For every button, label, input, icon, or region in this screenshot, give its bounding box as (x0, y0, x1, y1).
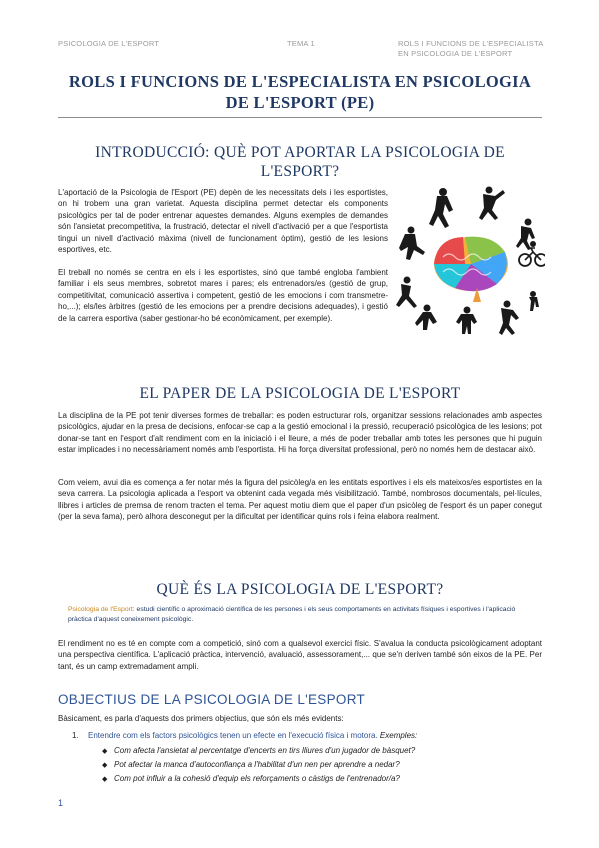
bullet-icon: ◆ (102, 762, 108, 769)
examples-label: Exemples: (377, 731, 418, 740)
bullet-icon: ◆ (102, 776, 108, 783)
document-title: ROLS I FUNCIONS DE L'ESPECIALISTA EN PSICOLOGIA DE L'ESPORT (PE) (68, 72, 532, 112)
definition-block (68, 605, 538, 625)
example-text: Pot afectar la manca d'autoconfiança a l'habilitat d'un nen per aprendre a nedar? (114, 760, 400, 769)
objectius-intro: Bàsicament, es parla d'aquests dos primers objectius, que són els més evidents: (58, 714, 344, 723)
title-divider (58, 117, 542, 118)
definition-text: : estudi científic o aproximació científica de les persones i els seus comportaments en activitats físiques i esportives i l'aplicació pràctica d'aquest coneixement psicològic. (68, 606, 516, 623)
objective-item-1 (72, 731, 417, 740)
intro-paragraph-1: L'aportació de la Psicologia de l'Esport (PE) depèn de les necessitats dels i les esportistes, on hi trobem una gran varietat. Aquesta disciplina permet detectar els components psicològics per tal de poder entrenar aquestes demandes. Alguns exemples de demandes són l'ansietat precompetitiva, la frustració, detectar el nivell d'activació per a que l'esportista tingui un nivell d'activació màxima (nivell de funcionament òptim), gestió de les lesions esportives, etc. (58, 188, 388, 255)
objectius-heading: OBJECTIUS DE LA PSICOLOGIA DE L'ESPORT (58, 692, 366, 707)
definition-term: Psicologia de l'Esport (68, 606, 133, 613)
page-number: 1 (58, 798, 64, 808)
paper-paragraph-1: La disciplina de la PE pot tenir diverses formes de treballar: es poden estructurar rols, organitzar sessions relacionades amb aspectes psicològics, ajudar en la presa de decisions, enfocar-se cap a la gestió emocional i la pressió, recuperació psicològica de les lesions; pot donar-se tant en l'esport d'alt rendiment com en la iniciació i el lleure, a més de poder treballar amb totes les persones que hi puguin estar implicades i no necessàriament només amb l'esportista. Hi ha força diversitat professional, però no només hem de destacar això. (58, 411, 542, 455)
example-text: Com pot influir a la cohesió d'equip els reforçaments o càstigs de l'entrenador/a? (114, 774, 400, 783)
sports-brain-illustration (393, 182, 545, 338)
psicologia-paragraph-1: El rendiment no es té en compte com a competició, sinó com a qualsevol exercici físic. S'avalua la conducta psicològicament adoptant una perspectiva científica. L'aplicació pràctica, intervenció, avaluació, assessorament,... que se'n deriven també són eixos de la PE. Per tant, és un camp extremadament ampli. (58, 639, 542, 671)
psicologia-heading: QUÈ ÉS LA PSICOLOGIA DE L'ESPORT? (156, 581, 444, 598)
header-topic: TEMA 1 (287, 39, 315, 48)
paper-heading: EL PAPER DE LA PSICOLOGIA DE L'ESPORT (139, 385, 461, 402)
brain-illustration (434, 237, 508, 302)
header-chapter: ROLS I FUNCIONS DE L'ESPECIALISTA EN PSICOLOGIA DE L'ESPORT (398, 39, 544, 58)
example-bullet-3 (102, 774, 400, 783)
header-subject: PSICOLOGIA DE L'ESPORT (58, 39, 160, 48)
bullet-icon: ◆ (102, 748, 108, 755)
objective-text: Entendre com els factors psicològics tenen un efecte en l'execució física i motora. (88, 731, 378, 740)
example-bullet-2 (102, 760, 400, 769)
intro-heading: INTRODUCCIÓ: QUÈ POT APORTAR LA PSICOLOGIA DE L'ESPORT? (95, 144, 505, 180)
example-bullet-1 (102, 746, 415, 755)
intro-paragraph-2: El treball no només se centra en els i les esportistes, sinó que també engloba l'ambient familiar i els seus membres, sobretot mares i pares; els entrenadors/es (gestió de grup, competitivitat, comunicació assertiva i competent, gestió de les emocions i com transmetre-ho,...); els/les àrbitres (gestió de les emocions per a prendre decisions adequades), i gestió de la carrera esportiva (saber gestionar-ho bé econòmicament, per exemple). (58, 268, 388, 323)
paper-paragraph-2: Com veiem, avui dia es comença a fer notar més la figura del psicòleg/a en les entitats esportives i els els mateixos/es esportistes en la seva carrera. La psicologia aplicada a l'esport va obtenint cada vegada més visibilització. També, nombrosos documentals, pel·lícules, llibres i articles de premsa de renom tracten el tema. Per aquest motiu diem que el paper d'un psicòleg de l'esport és un paper conegut (per la seva fama), però alhora desconegut per la dificultat per identificar quins rols i feina elabora realment. (58, 478, 542, 522)
example-text: Com afecta l'ansietat al percentatge d'encerts en tirs lliures d'un jugador de bàsquet? (114, 746, 416, 755)
objective-number: 1. (72, 731, 79, 740)
